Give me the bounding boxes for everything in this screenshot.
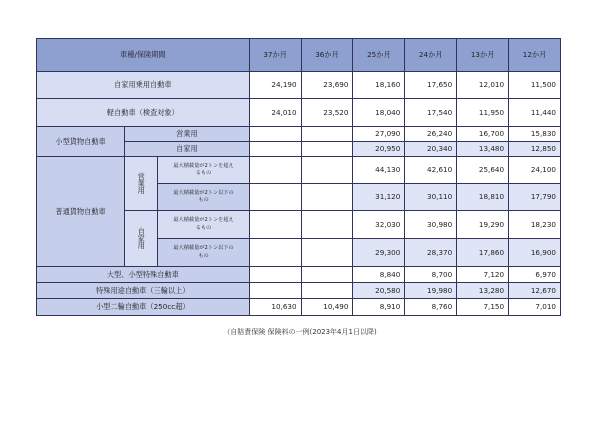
table-row [37, 157, 561, 184]
cell-value: 12,670 [509, 283, 561, 299]
cell-value: 32,030 [353, 211, 405, 239]
table-row [37, 72, 561, 99]
cell-value: 17,540 [405, 99, 457, 127]
cell-value [249, 184, 301, 211]
cell-value: 16,900 [509, 239, 561, 267]
cell-value: 18,040 [353, 99, 405, 127]
cell-value [301, 157, 353, 184]
row-sublabel-small-cargo-private: 自家用 [125, 142, 250, 157]
row-label-kei-car: 軽自動車（検査対象） [37, 99, 250, 127]
cell-value: 7,010 [509, 299, 561, 316]
row-sublabel-small-cargo-business: 営業用 [125, 127, 250, 142]
cell-value: 25,640 [457, 157, 509, 184]
cell-value: 18,810 [457, 184, 509, 211]
cell-value: 42,610 [405, 157, 457, 184]
cell-value: 30,110 [405, 184, 457, 211]
cell-value: 8,840 [353, 267, 405, 283]
table-row [37, 99, 561, 127]
cell-value [301, 267, 353, 283]
row-label-private-car: 自家用乗用自動車 [37, 72, 250, 99]
cell-value [301, 184, 353, 211]
premium-table [36, 38, 561, 316]
cell-value: 10,490 [301, 299, 353, 316]
cell-value: 7,120 [457, 267, 509, 283]
row-sublabel-normal-cargo-business: 営業用 [125, 157, 158, 211]
cell-value: 24,190 [249, 72, 301, 99]
cell-value: 11,500 [509, 72, 561, 99]
header-period-25: 25か月 [353, 39, 405, 72]
row-detail-under-2t: 最大積載量が2トン以下のもの [158, 239, 249, 267]
cell-value [249, 283, 301, 299]
cell-value [249, 127, 301, 142]
cell-value: 20,340 [405, 142, 457, 157]
cell-value [301, 142, 353, 157]
cell-value: 15,830 [509, 127, 561, 142]
cell-value: 26,240 [405, 127, 457, 142]
cell-value: 12,850 [509, 142, 561, 157]
cell-value: 6,970 [509, 267, 561, 283]
cell-value [301, 127, 353, 142]
cell-value: 24,100 [509, 157, 561, 184]
row-label-normal-cargo: 普通貨物自動車 [37, 157, 125, 267]
cell-value: 13,280 [457, 283, 509, 299]
cell-value [249, 211, 301, 239]
table-row [37, 283, 561, 299]
cell-value: 11,950 [457, 99, 509, 127]
cell-value [301, 239, 353, 267]
cell-value: 20,950 [353, 142, 405, 157]
table-caption: （自賠責保険 保険料の一例(2023年4月1日以降) [223, 328, 377, 336]
cell-value [249, 157, 301, 184]
cell-value: 17,650 [405, 72, 457, 99]
cell-value: 8,700 [405, 267, 457, 283]
cell-value: 18,230 [509, 211, 561, 239]
cell-value: 30,980 [405, 211, 457, 239]
cell-value: 10,630 [249, 299, 301, 316]
row-label-small-motorcycle: 小型二輪自動車（250cc超） [37, 299, 250, 316]
cell-value [249, 267, 301, 283]
cell-value: 18,160 [353, 72, 405, 99]
row-detail-under-2t: 最大積載量が2トン以下のもの [158, 184, 249, 211]
header-period-24: 24か月 [405, 39, 457, 72]
cell-value: 17,860 [457, 239, 509, 267]
row-detail-over-2t: 最大積載量が2トンを超えるもの [158, 157, 249, 184]
cell-value: 17,790 [509, 184, 561, 211]
header-period-13: 13か月 [457, 39, 509, 72]
row-label-special-purpose: 特殊用途自動車（三輪以上） [37, 283, 250, 299]
cell-value [249, 239, 301, 267]
row-label-large-special: 大型、小型特殊自動車 [37, 267, 250, 283]
row-sublabel-normal-cargo-private: 自家用 [125, 211, 158, 267]
row-label-small-cargo: 小型貨物自動車 [37, 127, 125, 157]
cell-value: 13,480 [457, 142, 509, 157]
cell-value: 20,580 [353, 283, 405, 299]
cell-value: 28,370 [405, 239, 457, 267]
cell-value [249, 142, 301, 157]
cell-value: 8,910 [353, 299, 405, 316]
cell-value: 23,520 [301, 99, 353, 127]
header-vehicle-type: 車種/保険期間 [37, 39, 250, 72]
cell-value: 31,120 [353, 184, 405, 211]
table-row [37, 299, 561, 316]
cell-value: 19,980 [405, 283, 457, 299]
header-period-37: 37か月 [249, 39, 301, 72]
cell-value [301, 211, 353, 239]
table-row [37, 127, 561, 142]
cell-value: 7,150 [457, 299, 509, 316]
header-row [37, 39, 561, 72]
header-period-12: 12か月 [509, 39, 561, 72]
cell-value: 16,700 [457, 127, 509, 142]
cell-value: 8,760 [405, 299, 457, 316]
cell-value: 24,010 [249, 99, 301, 127]
cell-value: 19,290 [457, 211, 509, 239]
cell-value: 23,690 [301, 72, 353, 99]
cell-value: 44,130 [353, 157, 405, 184]
cell-value: 27,090 [353, 127, 405, 142]
row-detail-over-2t: 最大積載量が2トンを超えるもの [158, 211, 249, 239]
cell-value: 11,440 [509, 99, 561, 127]
cell-value: 12,010 [457, 72, 509, 99]
table-row [37, 267, 561, 283]
cell-value: 29,300 [353, 239, 405, 267]
header-period-36: 36か月 [301, 39, 353, 72]
cell-value [301, 283, 353, 299]
